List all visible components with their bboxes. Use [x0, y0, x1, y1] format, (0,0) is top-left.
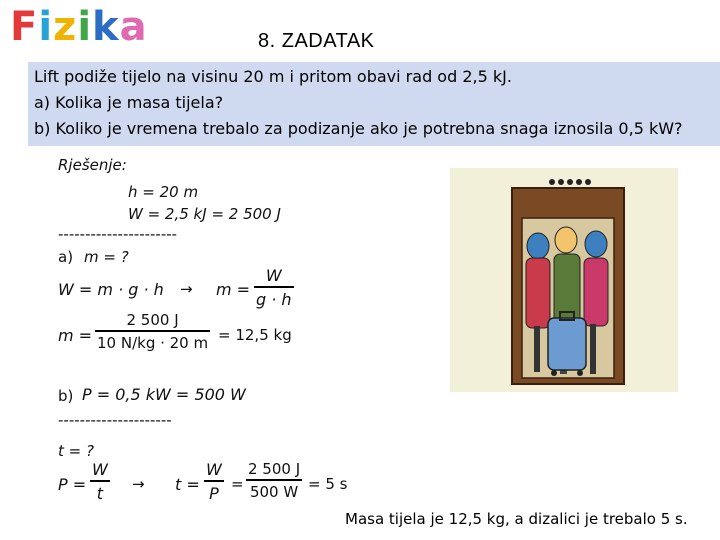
fraction-numerator: W — [206, 460, 222, 479]
logo-letter: F — [10, 4, 39, 50]
fizika-logo — [10, 4, 148, 50]
fraction-denominator: 500 W — [249, 482, 299, 501]
elevator-drawing — [450, 168, 678, 392]
part-a-label: a) — [58, 248, 74, 266]
task-line-2: a) Kolika je masa tijela? — [34, 93, 224, 112]
part-b-label: b) — [58, 387, 74, 405]
final-answer: Masa tijela je 12,5 kg, a dizalici je trebalo 5 s. — [345, 510, 688, 528]
fraction-denominator: t — [96, 483, 104, 503]
mass-calc-label: m = — [58, 326, 93, 345]
logo-letter: a — [119, 4, 148, 50]
time-equals: t = — [175, 475, 200, 494]
work-formula: W = m · g · h — [58, 280, 164, 299]
fraction-denominator: 10 N/kg · 20 m — [97, 333, 209, 352]
mass-result: = 12,5 kg — [218, 326, 292, 344]
mass-calc-fraction — [95, 311, 210, 352]
divider: ---------------------- — [58, 225, 178, 243]
fraction-denominator: g · h — [256, 289, 292, 309]
fraction-denominator: P — [209, 483, 219, 503]
mass-equals: m = — [216, 280, 251, 299]
power-fraction — [90, 460, 110, 503]
task-box — [28, 62, 720, 146]
divider: --------------------- — [58, 411, 172, 429]
fraction-bar — [204, 480, 224, 482]
equals-sign: = — [231, 475, 244, 493]
given-height: h = 20 m — [128, 183, 199, 201]
fraction-numerator: 2 500 J — [248, 460, 301, 478]
logo-letter: i — [77, 4, 93, 50]
task-line-3: b) Koliko je vremena trebalo za podizanje ako je potrebna snaga iznosila 0,5 kW? — [34, 119, 683, 138]
fraction-numerator: 2 500 J — [126, 311, 179, 329]
logo-letter: z — [53, 4, 78, 50]
fraction-bar — [95, 330, 210, 332]
logo-letter: i — [38, 4, 54, 50]
time-result: = 5 s — [308, 475, 348, 493]
task-title: 8. ZADATAK — [258, 30, 375, 52]
fraction-bar — [90, 480, 110, 482]
part-a-unknown: m = ? — [84, 248, 129, 266]
logo-letter: k — [92, 4, 120, 50]
arrow: → — [180, 280, 193, 298]
time-calc-fraction — [246, 460, 302, 501]
mass-fraction — [254, 266, 294, 309]
power-equals: P = — [58, 475, 87, 494]
task-line-1: Lift podiže tijelo na visinu 20 m i pritom obavi rad od 2,5 kJ. — [34, 67, 512, 86]
fraction-bar — [246, 479, 302, 481]
given-work: W = 2,5 kJ = 2 500 J — [128, 205, 281, 223]
elevator-illustration — [450, 168, 678, 392]
part-b-unknown: t = ? — [58, 442, 94, 460]
solution-heading: Rješenje: — [58, 156, 127, 174]
fraction-bar — [254, 286, 294, 288]
time-fraction — [204, 460, 224, 503]
given-power: P = 0,5 kW = 500 W — [82, 385, 246, 404]
fraction-numerator: W — [265, 266, 282, 285]
fraction-numerator: W — [92, 460, 108, 479]
arrow: → — [132, 475, 145, 493]
